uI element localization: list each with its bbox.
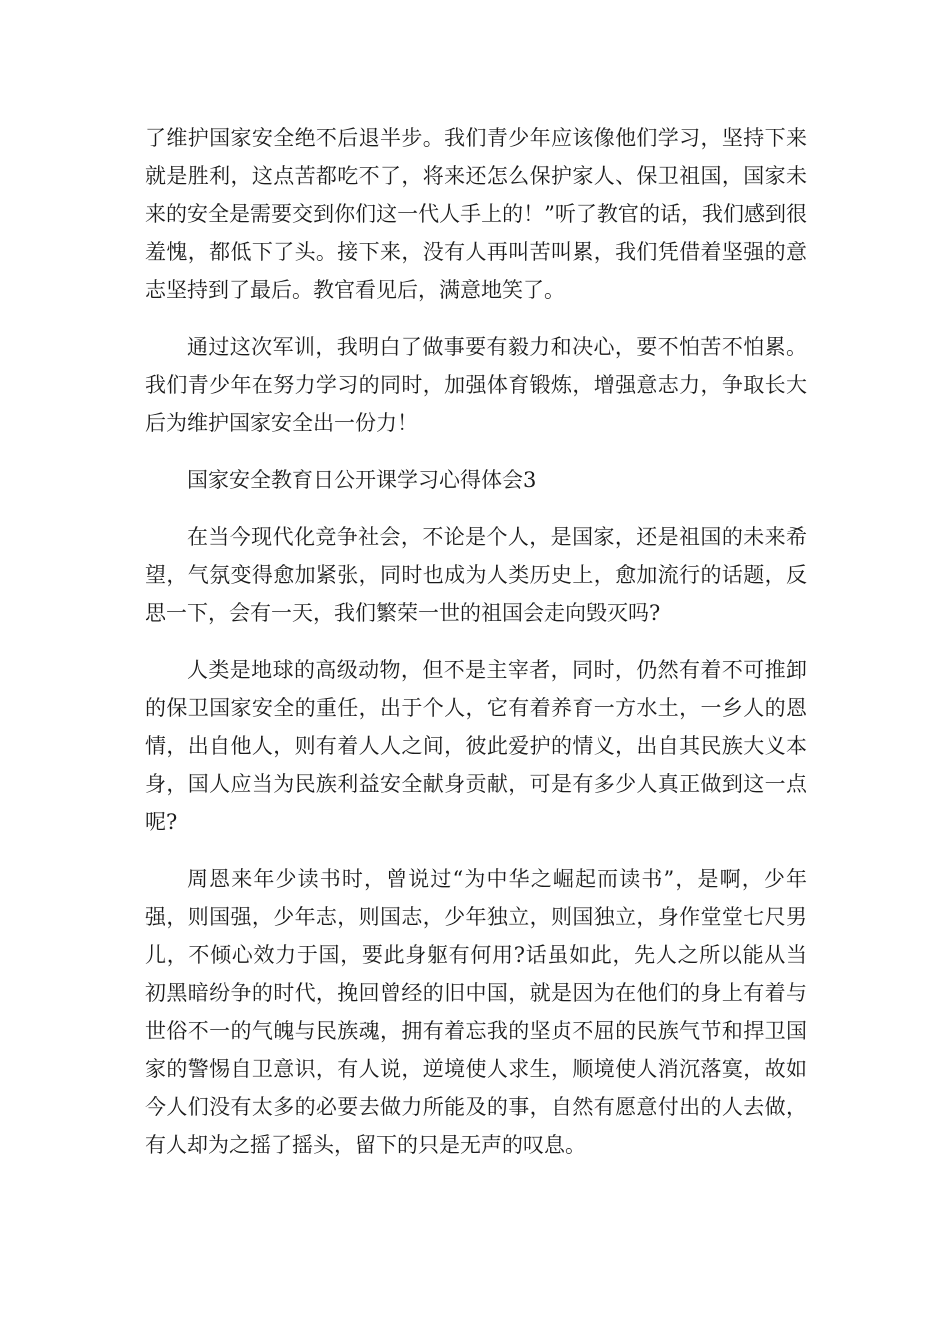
section-heading: 国家安全教育日公开课学习心得体会3 [187, 468, 537, 492]
paragraph-1: 了维护国家安全绝不后退半步。我们青少年应该像他们学习，坚持下来就是胜利，这点苦都吃不了，将来还怎么保护家人、保卫祖国，国家未来的安全是需要交到你们这一代人手上的！”听了教官的话，我们感到很羞愧，都低下了头。接下来，没有人再叫苦叫累，我们凭借着坚强的意志坚持到了最后。教官看见后，满意地笑了。 [145, 126, 807, 302]
document-body [145, 119, 807, 1183]
paragraph-2: 通过这次军训，我明白了做事要有毅力和决心，要不怕苦不怕累。我们青少年在努力学习的同时，加强体育锻炼，增强意志力，争取长大后为维护国家安全出一份力！ [145, 335, 807, 435]
paragraph-3: 在当今现代化竞争社会，不论是个人，是国家，还是祖国的未来希望，气氛变得愈加紧张，同时也成为人类历史上，愈加流行的话题，反思一下，会有一天，我们繁荣一世的祖国会走向毁灭吗? [145, 525, 807, 625]
paragraph-4: 人类是地球的高级动物，但不是主宰者，同时，仍然有着不可推卸的保卫国家安全的重任，出于个人，它有着养育一方水土，一乡人的恩情，出自他人，则有着人人之间，彼此爱护的情义，出自其民族大义本身，国人应当为民族利益安全献身贡献，可是有多少人真正做到这一点呢? [145, 658, 807, 834]
paragraph-5: 周恩来年少读书时，曾说过“为中华之崛起而读书”，是啊，少年强，则国强，少年志，则国志，少年独立，则国独立，身作堂堂七尺男儿，不倾心效力于国，要此身躯有何用?话虽如此，先人之所以能从当初黑暗纷争的时代，挽回曾经的旧中国，就是因为在他们的身上有着与世俗不一的气魄与民族魂，拥有着忘我的坚贞不屈的民族气节和捍卫国家的警惕自卫意识，有人说，逆境使人求生，顺境使人消沉落寞，故如今人们没有太多的必要去做力所能及的事，自然有愿意付出的人去做，有人却为之摇了摇头，留下的只是无声的叹息。 [145, 867, 807, 1157]
